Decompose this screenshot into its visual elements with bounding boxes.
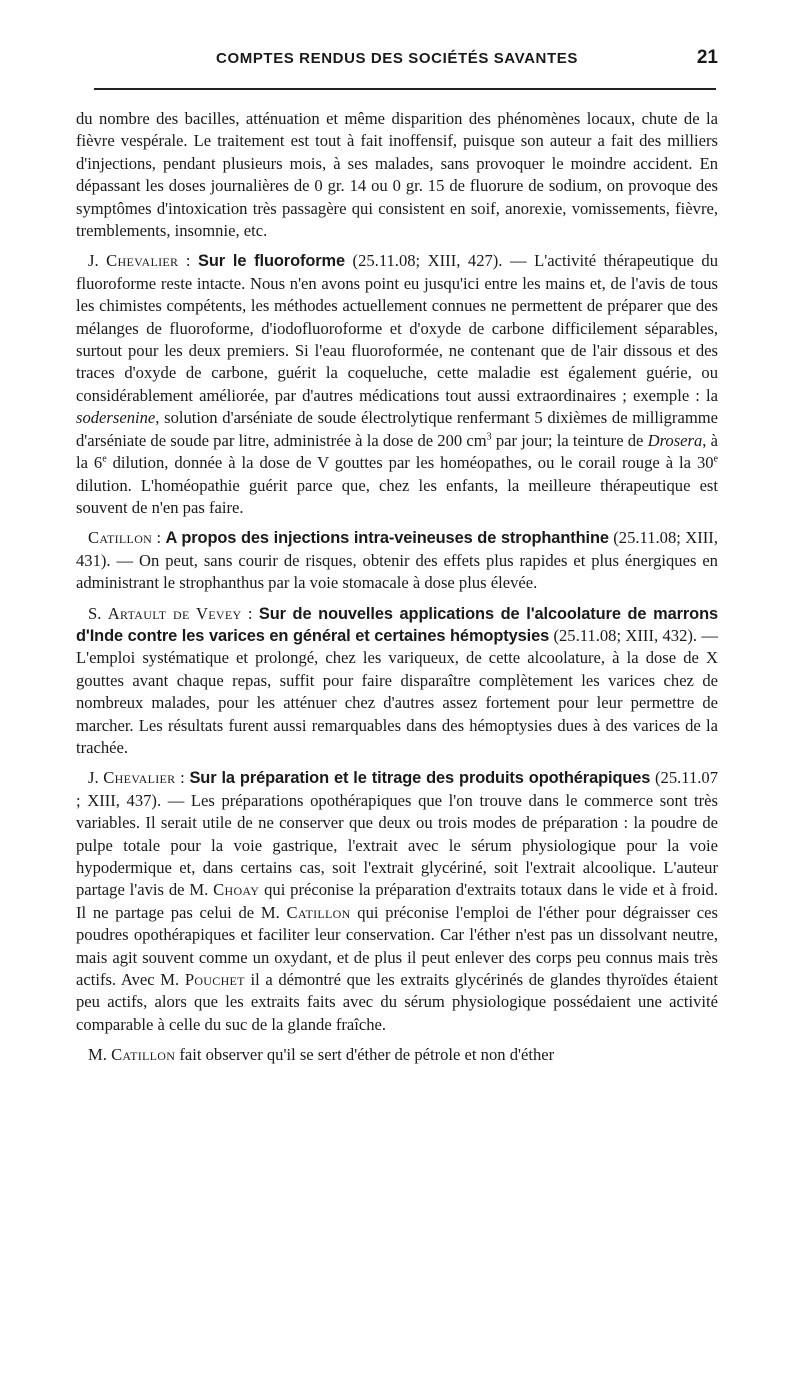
- paragraph-text: du nombre des bacilles, atténuation et même disparition des phénomènes locaux, chute de la fièvre vespérale. Le traitement est tout à fait inoffensif, puisque son auteur a fait des milliers d'injections, pendant plusieurs mois, à ses malades, sans provoquer le moindre accident. En dépassant les doses journalières de 0 gr. 14 ou 0 gr. 15 de fluorure de sodium, on provoque des symptômes d'intoxication très passagère qui consistent en soif, anorexie, vomissements, fièvre, tremblements, insomnie, etc.: [76, 109, 718, 241]
- entry-text: , à la 6: [76, 430, 718, 473]
- entry-text: On peut, sans courir de risques, obtenir des effets plus rapides et plus énergiques en administrant le strophanthus par la voie stomacale à dose plus élevée.: [76, 550, 718, 593]
- author-name: Catillon: [111, 1045, 176, 1065]
- paragraph-continuation: [76, 108, 718, 242]
- entry-title: Sur le fluoroforme: [198, 252, 346, 271]
- running-header: [76, 47, 718, 76]
- author-initial: M.: [88, 1045, 107, 1065]
- author-initial: J.: [88, 251, 99, 271]
- document-body: [76, 108, 718, 1067]
- entry-text: fait observer qu'il se sert d'éther de pétrole et non d'éther: [175, 1045, 555, 1065]
- person-name: Choay: [213, 880, 260, 900]
- separator: :: [241, 603, 259, 623]
- entry-title: Sur de nouvelles applications de l'alcoolature de marrons d'Inde contre les varices en général et certaines hémoptysies: [76, 604, 718, 645]
- entry-text: L'emploi systématique et prolongé, chez les variqueux, de cette alcoolature, à la dose de X gouttes avant chaque repas, suffit pour faire disparaître complètement les varices chez de nombreux malades, pour les atténuer chez d'autres assez fortement pour leur permettre de marcher. Les résultats furent aussi remarquables dans des hémoptysies dues à des varices de la trachée.: [76, 648, 718, 757]
- entry-reference: (25.11.07 ; XIII, 437). —: [76, 768, 718, 810]
- author-name: Catillon: [88, 528, 153, 548]
- italic-term: sodersenine: [76, 408, 156, 428]
- entry-fluoroforme: [76, 250, 718, 519]
- entry-catillon-remark: [76, 1044, 718, 1066]
- page-number: 21: [696, 47, 718, 68]
- entry-text: , solution d'arséniate de soude électrolytique renfermant 5 dixièmes de milligramme d'arséniate de soude par litre, administrée à la dose de 200 cm: [76, 408, 718, 450]
- person-name: Catillon: [286, 902, 351, 922]
- entry-text: Les préparations opothérapiques que l'on trouve dans le commerce sont très variables. Il serait utile de ne conserver que deux ou trois modes de préparation : la poudre de pulpe totale pour la voie gastrique, l'extrait avec le sérum physiologique pour la voie hypodermique et, dans certains cas, soit l'extrait glycériné, soit l'extrait alcoolique. L'auteur partage l'avis de M.: [76, 790, 718, 900]
- entry-reference: (25.11.08; XIII, 432). —: [549, 625, 718, 645]
- header-rule: [94, 88, 716, 90]
- entry-title: A propos des injections intra-veineuses de strophanthine: [165, 529, 609, 548]
- entry-text: dilution, donnée à la dose de V gouttes par les homéopathes, ou le corail rouge à la 30: [106, 453, 714, 473]
- person-name: Pouchet: [184, 970, 245, 990]
- entry-text: dilution. L'homéopathie guérit parce que, chez les enfants, la meilleure thérapeutique est souvent de n'en pas faire.: [76, 475, 718, 517]
- entry-opotherapiques: [76, 767, 718, 1036]
- entry-text: il a démontré que les extraits glycérinés de glandes thyroïdes étaient peu actifs, alors que les extraits faits avec du sérum physiologique possédaient une activité comparable à celle du suc de la glande fraîche.: [76, 970, 718, 1034]
- superscript: e: [713, 453, 718, 465]
- entry-marrons-d-inde: [76, 603, 718, 760]
- separator: :: [175, 768, 190, 788]
- entry-reference: (25.11.08; XIII, 431). —: [76, 528, 718, 570]
- superscript: 3: [486, 431, 492, 443]
- entry-text: qui préconise l'emploi de l'éther pour dégraisser ces poudres opothérapiques et faciliter leur conservation. Car l'éther n'est pas un dissolvant neutre, mais agit souvent comme un oxydant, et de plus il peut enlever des corps peu connus mais très actifs. Avec M.: [76, 902, 718, 990]
- author-name: Artault de Vevey: [107, 603, 242, 623]
- entry-text: qui préconise la préparation d'extraits totaux dans le vide et à froid. Il ne partage pas celui de M.: [76, 880, 718, 922]
- entry-text: par jour; la teinture de: [491, 430, 648, 450]
- author-initial: J.: [88, 768, 99, 788]
- entry-text: L'activité thérapeutique du fluoroforme reste intacte. Nous n'en avons point eu jusqu'ici entre les mains et, de l'avis de tous les chimistes compétents, les méthodes actuellement connues ne permettent de préparer que des mélanges de fluoroforme, d'iodofluoroforme et d'oxyde de carbone difficilement séparables, surtout pour les deux premiers. Si l'eau fluoroformée, ne contenant que de l'air dissous et des traces d'oxyde de carbone, guérit la coqueluche, cette maladie est également guérie, ou considérablement améliorée, par d'autres médications tout aussi extraordinaires ; exemple : la: [76, 251, 718, 405]
- entry-title: Sur la préparation et le titrage des produits opothérapiques: [189, 769, 651, 788]
- author-initial: S.: [88, 603, 102, 623]
- italic-term: Drosera: [647, 430, 703, 450]
- running-title: COMPTES RENDUS DES SOCIÉTÉS SAVANTES: [216, 50, 578, 67]
- entry-reference: (25.11.08; XIII, 427). —: [345, 251, 535, 271]
- author-name: Chevalier: [106, 251, 179, 271]
- separator: :: [152, 528, 166, 548]
- superscript: e: [102, 453, 107, 465]
- entry-strophanthine: [76, 527, 718, 594]
- author-name: Chevalier: [103, 768, 176, 788]
- separator: :: [178, 251, 199, 271]
